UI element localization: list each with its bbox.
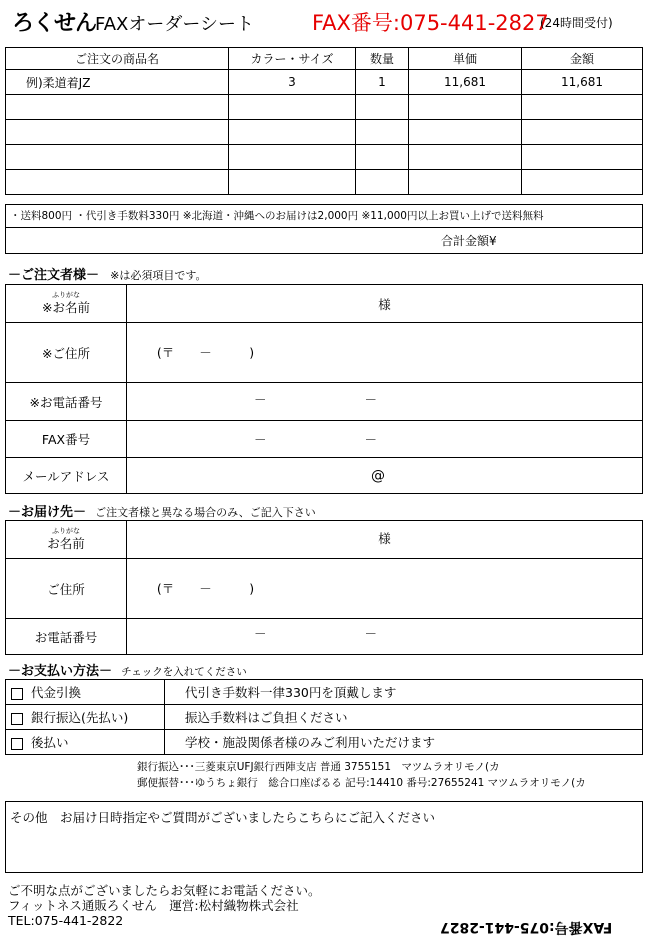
footer-contact: [8, 883, 321, 928]
unit-price-cell[interactable]: 11,681: [409, 70, 522, 95]
quantity-cell[interactable]: [356, 170, 409, 195]
orderer-note: ※は必須項目です。: [110, 269, 207, 282]
payment-options: [5, 679, 643, 755]
amount-cell[interactable]: [522, 170, 643, 195]
color-size-cell[interactable]: [229, 95, 356, 120]
table-row[interactable]: [6, 70, 643, 95]
delivery-name-field[interactable]: [127, 521, 643, 559]
footer-inquiry-line: ご不明な点がございましたらお気軽にお電話ください。: [8, 883, 321, 898]
shipping-note: ・送料800円 ・代引き手数料330円 ※北海道・沖縄へのお届けは2,000円 ※11,000円以上お買い上げで送料無料: [5, 204, 643, 228]
delivery-phone-field[interactable]: [127, 619, 643, 655]
color-size-cell[interactable]: [229, 170, 356, 195]
product-name-cell[interactable]: [6, 145, 229, 170]
payment-option-desc: 振込手数料はご負担ください: [165, 705, 643, 730]
email-at-sign: @: [371, 467, 385, 484]
flipped-fax-number: FAX番号:075-441-2827: [440, 919, 613, 935]
delivery-phone-label: お電話番号: [6, 619, 127, 655]
orderer-name-label: ふりがな ※お名前: [6, 285, 127, 323]
col-unit-price: 単価: [409, 48, 522, 70]
fax-dash: －: [254, 432, 267, 447]
delivery-address-field[interactable]: [127, 559, 643, 619]
other-comments-prompt: その他 お届け日時指定やご質問がございましたらこちらにご記入ください: [10, 810, 436, 825]
delivery-address-label: ご住所: [6, 559, 127, 619]
quantity-cell[interactable]: [356, 145, 409, 170]
amount-cell[interactable]: [522, 145, 643, 170]
orderer-section-heading: [8, 264, 206, 283]
honorific-suffix: 様: [378, 531, 391, 546]
table-row[interactable]: [6, 120, 643, 145]
phone-dash: －: [364, 626, 378, 641]
phone-dash: －: [254, 626, 267, 641]
fax-hours-note: (24時間受付): [540, 16, 613, 30]
delivery-name-ruby: ふりがな: [52, 527, 80, 535]
payment-note: チェックを入れてください: [121, 666, 247, 678]
color-size-cell[interactable]: [229, 145, 356, 170]
other-comments-box[interactable]: [5, 801, 643, 873]
orderer-name-ruby: ふりがな: [52, 291, 80, 299]
unit-price-cell[interactable]: [409, 95, 522, 120]
product-name-cell[interactable]: [6, 120, 229, 145]
checkbox-icon[interactable]: [11, 688, 23, 700]
table-row[interactable]: [6, 95, 643, 120]
quantity-cell[interactable]: [356, 95, 409, 120]
col-product-name: ご注文の商品名: [6, 48, 229, 70]
amount-cell[interactable]: [522, 120, 643, 145]
unit-price-cell[interactable]: [409, 145, 522, 170]
orderer-form: [5, 284, 643, 494]
payment-option-cod[interactable]: 代金引換: [6, 680, 165, 705]
payment-section-heading: [8, 660, 247, 679]
fax-dash: －: [364, 432, 378, 447]
color-size-cell[interactable]: [229, 120, 356, 145]
orderer-phone-label: ※お電話番号: [6, 383, 127, 421]
orderer-fax-label: FAX番号: [6, 421, 127, 458]
table-row[interactable]: [6, 145, 643, 170]
payment-option-row[interactable]: [6, 680, 643, 705]
delivery-heading: －お届け先－: [8, 505, 87, 520]
product-name-cell[interactable]: 例)柔道着JZ: [6, 70, 229, 95]
delivery-section-heading: [8, 501, 316, 520]
delivery-name-label: ふりがな お名前: [6, 521, 127, 559]
footer-phone-line: TEL:075-441-2822: [8, 913, 124, 928]
payment-option-deferred[interactable]: 後払い: [6, 730, 165, 755]
bank-transfer-info: 銀行振込･･･三菱東京UFJ銀行西陣支店 普通 3755151 マツムラオリモノ(カ: [137, 761, 500, 773]
payment-option-bank[interactable]: 銀行振込(先払い): [6, 705, 165, 730]
footer-operator-line: フィットネス通販ろくせん 運営:松村織物株式会社: [8, 898, 299, 913]
checkbox-icon[interactable]: [11, 713, 23, 725]
phone-dash: －: [254, 392, 267, 407]
payment-option-row[interactable]: [6, 730, 643, 755]
honorific-suffix: 様: [378, 297, 391, 312]
postal-transfer-info: 郵便振替･･･ゆうちょ銀行 総合口座ぱるる 記号:14410 番号:27655241 マツムラオリモノ(カ: [137, 777, 586, 789]
amount-cell[interactable]: 11,681: [522, 70, 643, 95]
product-table-header: [6, 48, 643, 70]
col-amount: 金額: [522, 48, 643, 70]
fax-number-heading: FAX番号:075-441-2827: [312, 11, 549, 35]
table-row[interactable]: [6, 170, 643, 195]
product-table: [5, 47, 643, 195]
orderer-phone-field[interactable]: [127, 383, 643, 421]
postal-code-template: (〒 － ): [156, 581, 255, 596]
quantity-cell[interactable]: 1: [356, 70, 409, 95]
postal-code-template: (〒 － ): [156, 345, 255, 360]
amount-cell[interactable]: [522, 95, 643, 120]
checkbox-icon[interactable]: [11, 738, 23, 750]
unit-price-cell[interactable]: [409, 120, 522, 145]
unit-price-cell[interactable]: [409, 170, 522, 195]
col-quantity: 数量: [356, 48, 409, 70]
phone-dash: －: [364, 392, 378, 407]
orderer-address-field[interactable]: [127, 323, 643, 383]
orderer-heading: －ご注文者様－: [8, 268, 100, 283]
orderer-fax-field[interactable]: [127, 421, 643, 458]
col-color-size: カラー・サイズ: [229, 48, 356, 70]
product-name-cell[interactable]: [6, 95, 229, 120]
delivery-form: [5, 520, 643, 655]
orderer-address-label: ※ご住所: [6, 323, 127, 383]
total-amount-row[interactable]: [5, 228, 643, 254]
payment-option-row[interactable]: [6, 705, 643, 730]
total-amount-label: 合計金額¥: [441, 234, 497, 248]
orderer-email-label: メールアドレス: [6, 458, 127, 494]
delivery-note: ご注文者様と異なる場合のみ、ご記入下さい: [95, 506, 316, 519]
payment-option-desc: 代引き手数料一律330円を頂戴します: [165, 680, 643, 705]
orderer-email-field[interactable]: [127, 458, 643, 494]
color-size-cell[interactable]: 3: [229, 70, 356, 95]
document-title: FAXオーダーシート: [95, 14, 254, 35]
quantity-cell[interactable]: [356, 120, 409, 145]
payment-option-desc: 学校・施設関係者様のみご利用いただけます: [165, 730, 643, 755]
product-name-cell[interactable]: [6, 170, 229, 195]
orderer-name-field[interactable]: [127, 285, 643, 323]
brand-logo: ろくせん: [12, 11, 97, 36]
payment-heading: －お支払い方法－: [8, 664, 113, 679]
